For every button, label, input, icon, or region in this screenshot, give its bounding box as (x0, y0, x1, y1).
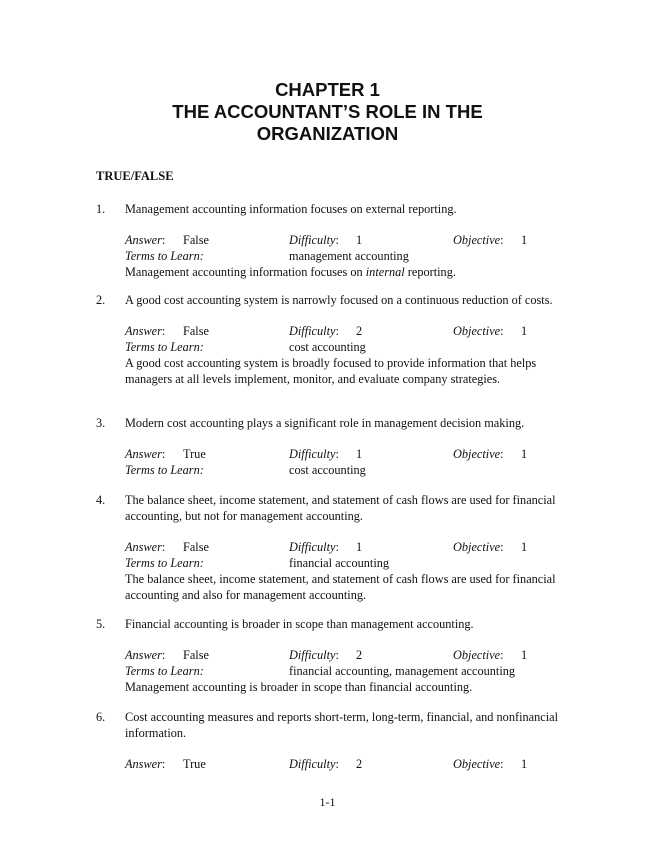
terms-value: management accounting (289, 249, 409, 263)
terms-value: financial accounting, management accounting (289, 664, 516, 678)
page-number: 1-1 (319, 795, 336, 809)
difficulty-value: 2 (356, 324, 363, 338)
answer-label: Answer (125, 233, 162, 247)
objective-label: Objective (453, 324, 501, 338)
question-2 (96, 292, 566, 387)
difficulty-label: Difficulty (289, 757, 336, 771)
question-text: The balance sheet, income statement, and statement of cash flows are used for financial accounting, but not for management accounting. (125, 493, 556, 523)
objective-value: 1 (521, 447, 528, 461)
question-text: Modern cost accounting plays a significant role in management decision making. (125, 416, 525, 430)
question-number: 1. (96, 202, 106, 216)
answer-block: Answer: False Difficulty: 2 Objective: 1 Terms to Learn: financial accounting, management accounting Management accounting is broader in scope than financial accounting. (125, 647, 566, 695)
difficulty-value: 2 (356, 648, 363, 662)
question-number: 2. (96, 293, 106, 307)
explanation: Management accounting information focuses on internal reporting. (125, 265, 456, 279)
objective-value: 1 (521, 540, 528, 554)
answer-value: True (183, 447, 206, 461)
question-number: 6. (96, 710, 106, 724)
question-number: 3. (96, 416, 106, 430)
answer-block: Answer: False Difficulty: 1 Objective: 1 Terms to Learn: financial accounting The balance sheet, income statement, and statement of cash flows are used for financial accounting and also for management accounting. (125, 539, 566, 603)
chapter-name-line1: THE ACCOUNTANT’S ROLE IN THE (172, 101, 483, 122)
terms-label: Terms to Learn: (125, 664, 204, 678)
objective-value: 1 (521, 648, 528, 662)
answer-label: Answer (125, 324, 162, 338)
terms-label: Terms to Learn: (125, 463, 204, 477)
objective-label: Objective (453, 540, 501, 554)
difficulty-value: 1 (356, 540, 363, 554)
question-4 (96, 492, 566, 603)
difficulty-label: Difficulty (289, 540, 336, 554)
difficulty-value: 1 (356, 447, 363, 461)
difficulty-label: Difficulty (289, 324, 336, 338)
answer-block: Answer: False Difficulty: 1 Objective: 1 Terms to Learn: management accounting Management accounting information focuses on internal reporting. (125, 232, 566, 280)
difficulty-label: Difficulty (289, 648, 336, 662)
question-text: Management accounting information focuses on external reporting. (125, 202, 457, 216)
explanation: Management accounting is broader in scope than financial accounting. (125, 680, 473, 694)
answer-value: False (183, 324, 209, 338)
chapter-title (0, 79, 655, 145)
answer-value: False (183, 540, 209, 554)
answer-value: False (183, 233, 209, 247)
answer-label: Answer (125, 648, 162, 662)
terms-label: Terms to Learn: (125, 249, 204, 263)
chapter-name-line2: ORGANIZATION (256, 123, 399, 144)
answer-block: Answer: True Difficulty: 2 Objective: 1 (125, 757, 528, 771)
question-1 (96, 201, 566, 280)
explanation: A good cost accounting system is broadly focused to provide information that helps managers at all levels implement, monitor, and evaluate company strategies. (125, 356, 537, 386)
answer-label: Answer (125, 757, 162, 771)
objective-label: Objective (453, 233, 501, 247)
difficulty-value: 1 (356, 233, 363, 247)
terms-value: cost accounting (289, 340, 366, 354)
terms-value: financial accounting (289, 556, 390, 570)
question-text: Financial accounting is broader in scope than management accounting. (125, 617, 474, 631)
terms-label: Terms to Learn: (125, 340, 204, 354)
question-text: Cost accounting measures and reports short-term, long-term, financial, and nonfinancial information. (125, 710, 558, 740)
question-5 (96, 616, 566, 695)
question-text: A good cost accounting system is narrowly focused on a continuous reduction of costs. (125, 293, 553, 307)
answer-block: Answer: False Difficulty: 2 Objective: 1 Terms to Learn: cost accounting A good cost accounting system is broadly focused to provide information that helps managers at all levels implement, monitor, and evaluate company strategies. (125, 323, 566, 387)
answer-value: True (183, 757, 206, 771)
chapter-number: CHAPTER 1 (275, 79, 380, 100)
question-3 (96, 415, 566, 478)
question-number: 5. (96, 617, 106, 631)
terms-value: cost accounting (289, 463, 366, 477)
objective-label: Objective (453, 447, 501, 461)
answer-label: Answer (125, 540, 162, 554)
question-6 (96, 709, 566, 772)
objective-value: 1 (521, 233, 528, 247)
question-number: 4. (96, 493, 106, 507)
answer-block: Answer: True Difficulty: 1 Objective: 1 Terms to Learn: cost accounting (125, 447, 528, 477)
difficulty-label: Difficulty (289, 233, 336, 247)
objective-value: 1 (521, 324, 528, 338)
section-heading: TRUE/FALSE (96, 169, 174, 183)
answer-value: False (183, 648, 209, 662)
difficulty-label: Difficulty (289, 447, 336, 461)
objective-label: Objective (453, 648, 501, 662)
difficulty-value: 2 (356, 757, 363, 771)
objective-value: 1 (521, 757, 528, 771)
answer-label: Answer (125, 447, 162, 461)
objective-label: Objective (453, 757, 501, 771)
explanation: The balance sheet, income statement, and statement of cash flows are used for financial accounting and also for management accounting. (125, 572, 556, 602)
terms-label: Terms to Learn: (125, 556, 204, 570)
